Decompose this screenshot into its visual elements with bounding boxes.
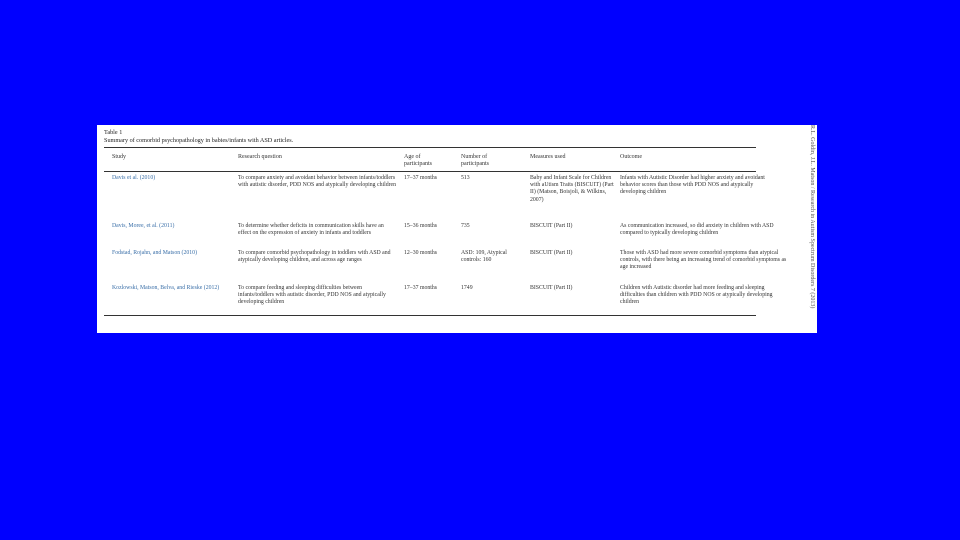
bottom-rule — [104, 315, 756, 316]
col-header-outcome: Outcome — [620, 154, 642, 160]
col-header-age: Age of participants — [404, 154, 432, 167]
cell-question: To compare anxiety and avoidant behavior between infants/toddlers with autistic disorder, PDD NOS and atypically developing children — [238, 175, 397, 189]
cell-question: To determine whether deficits in communication skills have an effect on the expression of anxiety in infants and toddlers — [238, 223, 384, 237]
cell-study[interactable]: Fodstad, Rojahn, and Matson (2010) — [112, 250, 198, 256]
cell-study[interactable]: Davis et al. (2010) — [112, 175, 156, 181]
cell-age: 15–36 months — [404, 223, 438, 229]
table-page — [97, 125, 817, 333]
top-rule — [104, 147, 756, 148]
cell-outcome: Children with Autistic disorder had more feeding and sleeping difficulties than children with PDD NOS or atypically developing children — [620, 285, 773, 306]
table-title: Summary of comorbid psychopathology in babies/infants with ASD articles. — [104, 137, 294, 144]
cell-measures: Baby and Infant Scale for Children with aUtism Traits (BISCUIT) (Part II) (Matson, Boisjoli, & Wilkins, 2007) — [530, 175, 614, 203]
cell-question: To compare comorbid psychopathology in toddlers with ASD and atypically developing children, and across age ranges — [238, 250, 391, 264]
table-caption — [104, 129, 293, 145]
cell-age: 12–30 months — [404, 250, 438, 256]
cell-measures: BISCUIT (Part II) — [530, 250, 573, 256]
cell-number: ASD: 109, Atypical controls: 160 — [461, 250, 507, 264]
col-header-question: Research question — [238, 154, 282, 160]
cell-number: 1749 — [461, 285, 473, 291]
cell-question: To compare feeding and sleeping difficulties between infants/toddlers with autistic disorder, PDD NOS and atypically developing children — [238, 285, 386, 306]
cell-measures: BISCUIT (Part II) — [530, 285, 573, 291]
cell-study[interactable]: Kozlowski, Matson, Belva, and Rieske (2012) — [112, 285, 220, 291]
table-label: Table 1 — [104, 129, 123, 136]
cell-study[interactable]: Davis, Moree, et al. (2011) — [112, 223, 175, 229]
header-rule — [104, 171, 756, 172]
col-header-measures: Measures used — [530, 154, 566, 160]
cell-number: 513 — [461, 175, 470, 181]
cell-age: 17–37 months — [404, 285, 438, 291]
cell-outcome: As communication increased, so did anxiety in children with ASD compared to typically developing children — [620, 223, 774, 237]
col-header-number: Number of participants — [461, 154, 489, 167]
journal-running-head: R.L. Goldin, J.L. Matson / Research in Autism Spectrum Disorders 7 (2013) — [809, 125, 815, 309]
cell-measures: BISCUIT (Part II) — [530, 223, 573, 229]
cell-number: 735 — [461, 223, 470, 229]
cell-age: 17–37 months — [404, 175, 438, 181]
col-header-study: Study — [112, 154, 127, 160]
cell-outcome: Those with ASD had more severe comorbid symptoms than atypical controls, with there being an increasing trend of comorbid symptoms as age increased — [620, 250, 787, 271]
cell-outcome: Infants with Autistic Disorder had higher anxiety and avoidant behavior scores than those with PDD NOS and atypically developing children — [620, 175, 765, 196]
